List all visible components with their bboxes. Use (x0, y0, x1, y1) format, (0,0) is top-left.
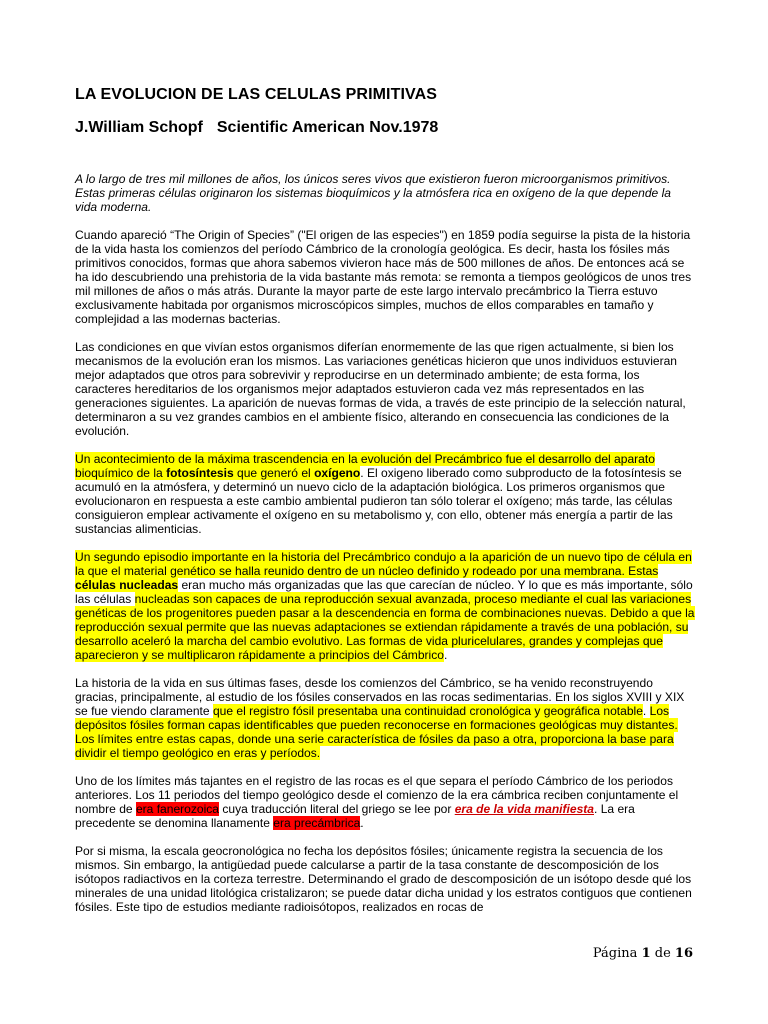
highlight-text: Un acontecimiento de la máxima trascendencia en la evolución del Precámbrico fue el desarrollo del aparato bioquímico de la (75, 452, 655, 480)
author-name: J.William Schopf (75, 119, 203, 136)
highlight-bold-text: células nucleadas (75, 578, 179, 592)
intro-paragraph: A lo largo de tres mil millones de años, los únicos seres vivos que existieron fueron microorganismos primitivos. Estas primeras células originaron los sistemas bioquímicos y la atmósfera rica en oxígeno de la que depende la vida moderna. (75, 172, 671, 214)
page-number: 1 (641, 946, 651, 961)
paragraph-3: Las condiciones en que vivían estos organismos diferían enormemente de las que rigen actualmente, si bien los mecanismos de la evolución eran los mismos. Las variaciones genéticas hicieron que unos individuos estuvieran mejor adaptados que otros para sobrevivir y reproducirse en un determinado ambiente; de esta forma, los caracteres hereditarios de los organismos mejor adaptados estuvieron cada vez más representados en las generaciones siguientes. La aparición de nuevas formas de vida, a través de este principio de la selección natural, determinaron a su vez grandes cambios en el ambiente físico, alterando en consecuencia las condiciones de la evolución. (75, 340, 686, 438)
highlight-text: Un segundo episodio importante en la historia del Precámbrico condujo a la aparición de un nuevo tipo de célula en la que el material genético se halla reunido dentro de un núcleo definido y rodeado por una membrana. Estas (75, 550, 692, 578)
paragraph-6 (75, 676, 695, 760)
page-total: 16 (674, 946, 693, 961)
document-page (75, 86, 695, 914)
paragraph-text: cuya traducción literal del griego se lee por (219, 802, 455, 816)
paragraph-7 (75, 774, 695, 830)
highlight-bold-text: oxígeno (314, 466, 361, 480)
era-link[interactable]: era de la vida manifiesta (454, 802, 594, 816)
highlight-text: Los depósitos fósiles forman capas identificables que pueden reconocerse en formaciones geológicas muy distantes. Los límites entre estas capas, donde una serie característica de fósiles da paso a otra, proporciona la base para dividir el tiempo geológico en eras y períodos. (75, 704, 678, 760)
highlight-text: nucleadas son capaces de una reproducción sexual avanzada, proceso mediante el cual las variaciones genéticas de los progenitores pueden pasar a la descendencia en forma de combinaciones nuevas. Debido a que la reproducción sexual permite que las nuevas adaptaciones se extiendan rápidamente a través de una población, su desarrollo aceleró la marcha del cambio evolutivo. Las formas de vida pluricelulares, grandes y complejas que aparecieron y se multiplicaron rápidamente a principios del Cámbrico (75, 592, 695, 662)
highlight-text: que el registro fósil presentaba una continuidad cronológica y geográfica notable (212, 704, 643, 718)
paragraph-text: Uno de los límites más tajantes en el registro de las rocas es el que separa el período Cámbrico de los periodos anteriores. Los 11 periodos del tiempo geológico desde el comienzo de la era cámbrica reciben conjuntamente el nombre de (75, 774, 679, 816)
paragraph-text: . (443, 648, 448, 662)
paragraph-8: Por si misma, la escala geocronológica no fecha los depósitos fósiles; únicamente registra la secuencia de los mismos. Sin embargo, la antigüedad puede calcularse a partir de la tasa constante de descomposición de los isótopos radiactivos en la corteza terrestre. Determinando el grado de descomposición de un isótopo desde qué los minerales de una unidad litológica cristalizaron; se puede datar dicha unidad y los estratos contiguos que contienen fósiles. Este tipo de estudios mediante radioisótopos, realizados en rocas de (75, 844, 692, 914)
page-label: Página (592, 946, 638, 961)
paragraph-4 (75, 452, 695, 536)
document-title: LA EVOLUCION DE LAS CELULAS PRIMITIVAS (75, 86, 438, 103)
paragraph-text: . (360, 816, 364, 830)
author-line (75, 119, 695, 137)
paragraph-text: . El oxigeno liberado como subproducto de la fotosíntesis se acumuló en la atmósfera, y determinó un nuevo ciclo de la adaptación biológica. Los primeros organismos que evolucionaron en respuesta a este cambio ambiental pudieron tan sólo tolerar el oxígeno; más tarde, las células consiguieron emplear activamente el oxígeno en su metabolismo y, con ello, obtener más energía a partir de las sustancias alimenticias. (75, 466, 682, 536)
highlight-text: que generó el (233, 466, 315, 480)
paragraph-2: Cuando apareció “The Origin of Species” ("El origen de las especies") en 1859 podía seguirse la pista de la historia de la vida hasta los comienzos del período Cámbrico de la cronología geológica. Es decir, hasta los fósiles más primitivos conocidos, formas que ahora sabemos vivieron hace más de 500 millones de años. De entonces acá se ha ido descubriendo una prehistoria de la vida bastante más remota: se remonta a tiempos geológicos de unos tres mil millones de años o más atrás. Durante la mayor parte de este largo intervalo precámbrico la Tierra estuvo exclusivamente habitada por organismos microscópicos simples, muchos de ellos comparables en tamaño y complejidad a las modernas bacterias. (75, 228, 692, 326)
red-highlight-text: era fanerozoica (135, 802, 219, 816)
red-highlight-text: era precámbrica (273, 816, 361, 830)
paragraph-text: eran mucho más organizadas que las que carecían de núcleo. Y lo que es más importante, sólo las células (75, 578, 693, 606)
page-footer (593, 946, 693, 961)
publication-source: Scientific American Nov.1978 (216, 119, 439, 136)
paragraph-5 (75, 550, 695, 662)
paragraph-text: . (642, 704, 650, 718)
page-of: de (654, 946, 671, 961)
highlight-bold-text: fotosíntesis (166, 466, 234, 480)
paragraph-text: . La era precedente se denomina llanamente (75, 802, 635, 830)
paragraph-text: La historia de la vida en sus últimas fases, desde los comienzos del Cámbrico, se ha venido reconstruyendo gracias, principalmente, al estudio de los fósiles conservados en las rocas sedimentarias. En los siglos XVIII y XIX se fue viendo claramente (75, 676, 685, 718)
